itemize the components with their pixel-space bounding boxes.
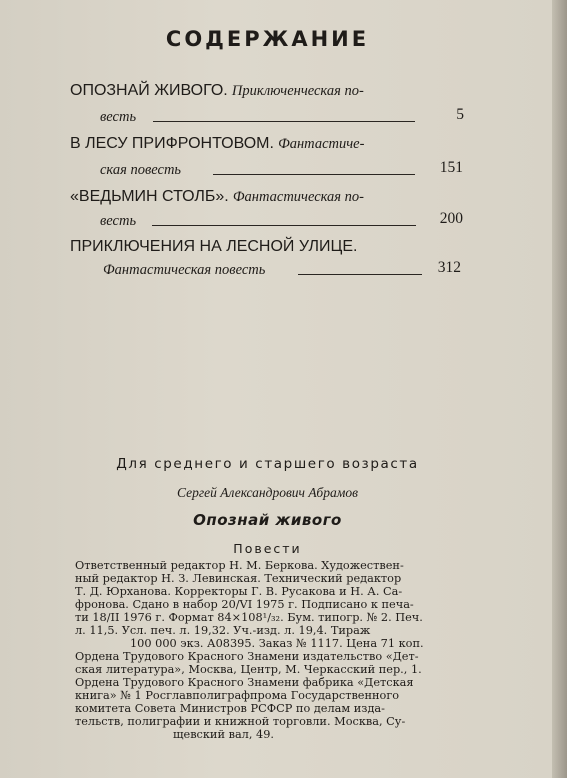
imprint-line: Т. Д. Юрханова. Корректоры Г. В. Русакова и Н. А. Са- (75, 585, 403, 598)
imprint-line: Ордена Трудового Красного Знамени издательство «Дет- (75, 650, 419, 663)
dot-leader (152, 225, 416, 226)
imprint-line: л. 11,5. Усл. печ. л. 19,32. Уч.-изд. л. 19,4. Тираж (75, 624, 371, 637)
contents-heading: СОДЕРЖАНИЕ (165, 27, 370, 51)
toc-line (100, 106, 136, 126)
dot-leader (298, 274, 422, 275)
imprint-line: комитета Совета Министров РСФСР по делам изда- (75, 702, 385, 715)
toc-entry-genre: Фантастическая по- (232, 189, 364, 205)
imprint-line: фронова. Сдано в набор 20/VI 1975 г. Подписано к печа- (75, 598, 414, 611)
imprint-line: 100 000 экз. А08395. Заказ № 1117. Цена 71 коп. (130, 637, 424, 650)
book-subtitle: Повести (233, 541, 302, 556)
toc-line (70, 133, 364, 153)
imprint-line: Ответственный редактор Н. М. Беркова. Художествен- (75, 559, 404, 572)
toc-entry-genre-cont: Фантастическая повесть (103, 262, 266, 278)
imprint-line: Ордена Трудового Красного Знамени фабрика «Детская (75, 676, 414, 689)
toc-entry-title: «ВЕДЬМИН СТОЛБ». (70, 188, 229, 205)
toc-page-number: 151 (439, 159, 463, 176)
imprint-line: книга» № 1 Росглавполиграфпрома Государственного (75, 689, 400, 702)
audience-note: Для среднего и старшего возраста (116, 456, 419, 472)
toc-entry-genre-cont: весть (100, 109, 137, 125)
toc-line (70, 80, 364, 100)
author-name: Сергей Александрович Абрамов (177, 485, 358, 500)
imprint-line: ный редактор Н. З. Левинская. Технический редактор (75, 572, 402, 585)
toc-entry-genre: Фантастиче- (278, 136, 365, 152)
imprint-line: тельств, полиграфии и книжной торговли. Москва, Су- (75, 715, 406, 728)
toc-entry-title: В ЛЕСУ ПРИФРОНТОВОМ. (70, 135, 274, 152)
toc-entry-title: ПРИКЛЮЧЕНИЯ НА ЛЕСНОЙ УЛИЦЕ. (70, 238, 358, 255)
imprint-line: ская литература», Москва, Центр, М. Черкасский пер., 1. (75, 663, 422, 676)
toc-line (100, 210, 136, 230)
imprint-line: ти 18/II 1976 г. Формат 84×108¹/₃₂. Бум. типогр. № 2. Печ. (75, 611, 423, 624)
dot-leader (213, 174, 415, 175)
toc-entry-title: ОПОЗНАЙ ЖИВОГО. (70, 82, 228, 99)
toc-entry-genre-cont: ская повесть (100, 162, 182, 178)
toc-entry-genre-cont: весть (100, 213, 137, 229)
toc-page-number: 5 (456, 106, 464, 123)
toc-page-number: 200 (439, 210, 463, 227)
dot-leader (153, 121, 415, 122)
page-edge (552, 0, 567, 778)
toc-line (70, 236, 357, 256)
toc-line (70, 186, 364, 206)
imprint-line: щевский вал, 49. (173, 728, 275, 741)
toc-entry-genre: Приключенческая по- (231, 83, 364, 99)
book-title: Опознай живого (193, 511, 342, 529)
toc-line (103, 259, 265, 279)
toc-line (100, 159, 181, 179)
toc-page-number: 312 (437, 259, 461, 276)
